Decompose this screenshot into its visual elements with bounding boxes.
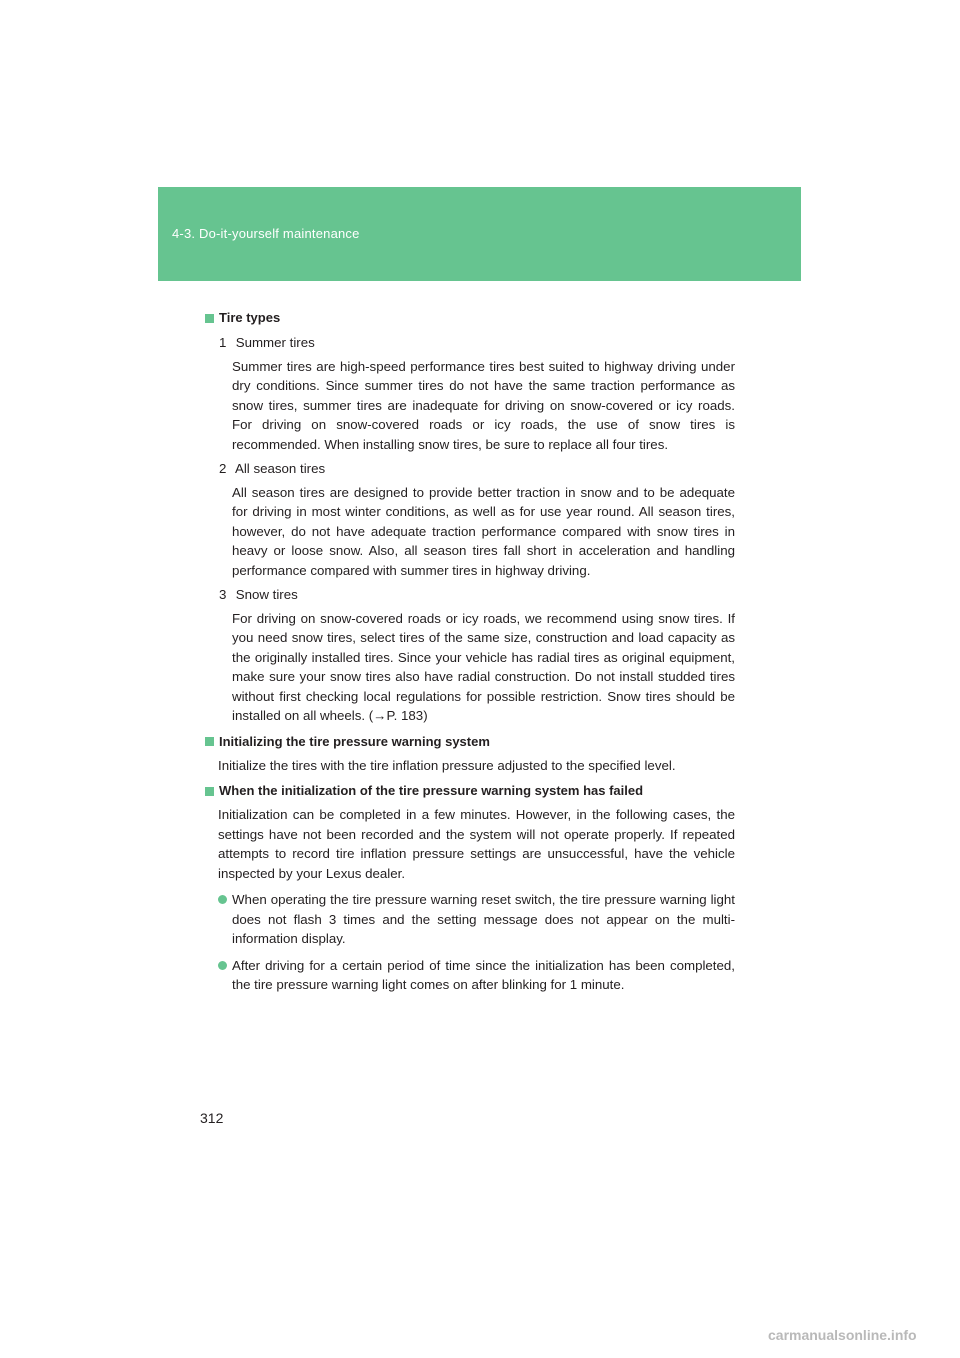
heading-initialization-failed: When the initialization of the tire pressure warning system has failed (205, 781, 735, 801)
square-bullet-icon (205, 737, 214, 746)
paragraph-summer-tires: Summer tires are high-speed performance tires best suited to highway driving under dry conditions. Since summer tires do not have the same traction performance as snow tires, summer tires are inadequate for driving on snow-covered or icy roads. For driving on snow-covered roads or icy roads, the use of snow tires is recommended. When installing snow tires, be sure to replace all four tires. (232, 358, 735, 452)
heading-tire-types: Tire types (205, 308, 735, 328)
paragraph-initialization-failed: Initialization can be completed in a few minutes. However, in the following cases, the settings have not been recorded and the system will not operate properly. If repeated attempts to record tire inflation pressure settings are unsuccessful, have the vehicle inspected by your Lexus dealer. (218, 807, 735, 881)
paragraph-initializing: Initialize the tires with the tire inflation pressure adjusted to the specified level. (218, 757, 676, 773)
round-bullet-icon (218, 961, 227, 970)
page-content (205, 308, 735, 995)
round-bullet-icon (218, 895, 227, 904)
subheading-snow-tires: 3 Snow tires (219, 587, 298, 602)
square-bullet-icon (205, 787, 214, 796)
list-item: After driving for a certain period of time since the initialization has been completed, the tire pressure warning light comes on after blinking for 1 minute. (218, 956, 735, 995)
list-item: When operating the tire pressure warning reset switch, the tire pressure warning light does not flash 3 times and the setting message does not appear on the multi-information display. (218, 890, 735, 949)
paragraph-snow-tires: For driving on snow-covered roads or icy roads, we recommend using snow tires. If you need snow tires, select tires of the same size, construction and load capacity as the originally installed tires. Since your vehicle has radial tires as original equipment, make sure your snow tires also have radial construction. Do not install studded tires without first checking local regulations for possible restriction. Snow tires should be installed on all wheels. (→P. 183) (232, 610, 735, 723)
square-bullet-icon (205, 314, 214, 323)
heading-initializing: Initializing the tire pressure warning system (205, 732, 735, 752)
section-header-band (158, 187, 801, 281)
section-title: 4-3. Do-it-yourself maintenance (172, 226, 360, 241)
page-number: 312 (200, 1110, 224, 1126)
paragraph-all-season-tires: All season tires are designed to provide better traction in snow and to be adequate for driving in most winter conditions, as well as for use year round. All season tires, however, do not have adequate traction performance compared with snow tires in heavy or loose snow. Also, all season tires fall short in acceleration and handling performance compared with summer tires in highway driving. (232, 484, 735, 578)
watermark: carmanualsonline.info (768, 1327, 917, 1343)
subheading-all-season-tires: 2 All season tires (219, 461, 326, 476)
subheading-summer-tires: 1 Summer tires (219, 335, 315, 350)
